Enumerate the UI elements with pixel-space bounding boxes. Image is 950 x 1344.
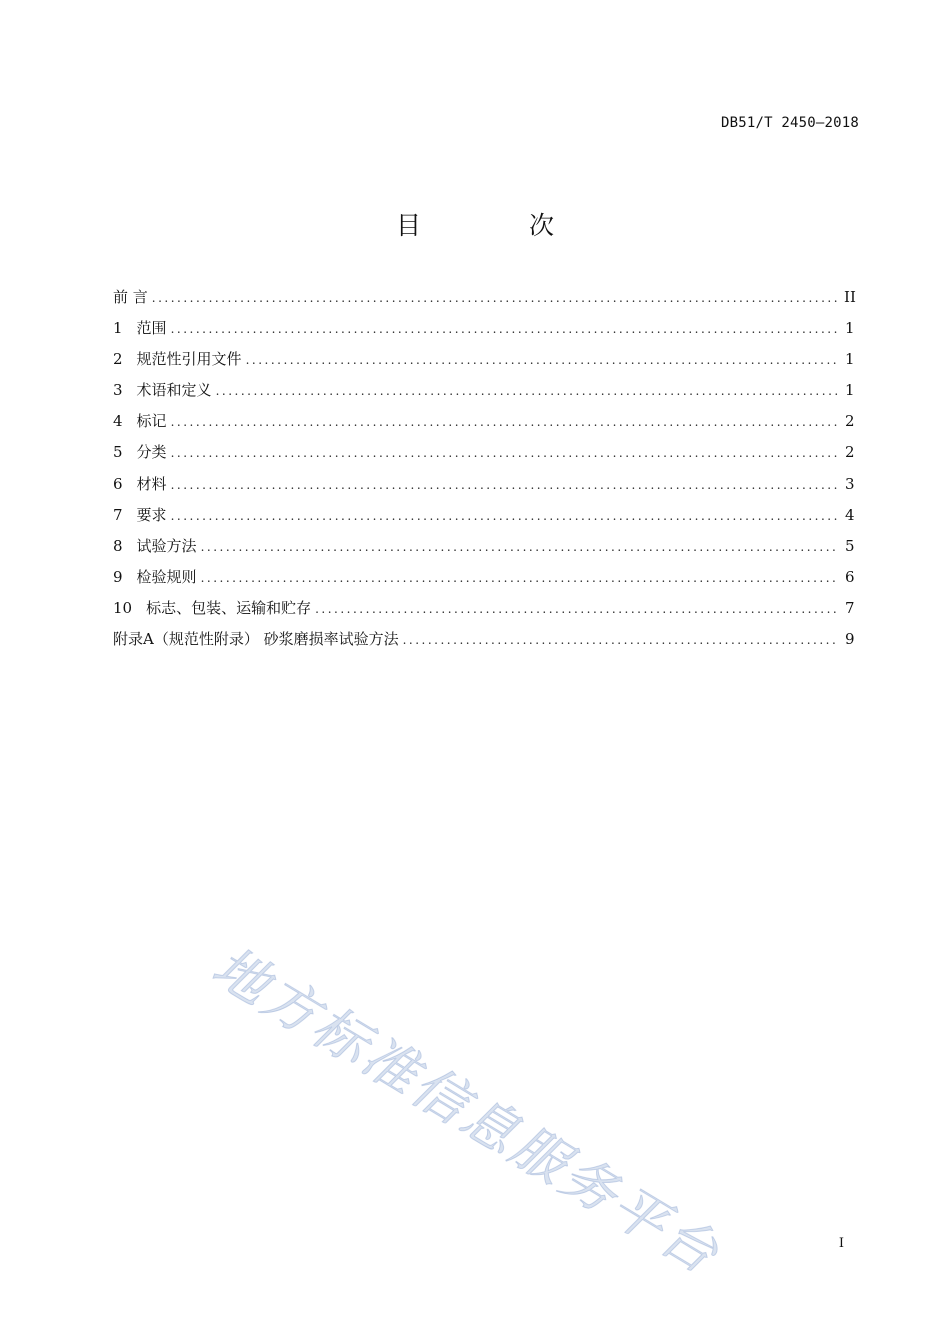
toc-entry[interactable] [113,375,853,406]
toc-entry-page: 9 [845,630,855,649]
toc-entry-number: 5 [113,443,123,462]
toc-entry-number: 2 [113,350,123,369]
toc-entry[interactable] [113,593,853,624]
toc-entry[interactable] [113,313,853,344]
toc-entry[interactable] [113,562,853,593]
toc-leader-dots [246,345,839,376]
toc-entry-page: 6 [845,567,855,586]
toc-entry[interactable] [113,531,853,562]
toc-leader-dots [201,532,839,563]
toc-entry-label: 附录A（规范性附录） 砂浆磨损率试验方法 [113,630,399,649]
toc-entry-page: 4 [845,505,855,524]
toc-entry-number: 7 [113,505,123,524]
toc-entry-number: 1 [113,319,123,338]
toc-entry[interactable] [113,282,856,313]
toc-entry-number: 9 [113,567,123,586]
toc-entry-number: 10 [113,598,133,617]
toc-entry-label: 标志、包装、运输和贮存 [146,598,312,617]
toc-leader-dots [171,407,839,438]
toc-leader-dots [403,625,839,656]
toc-entry-page: 1 [845,319,855,338]
toc-entry-label: 材料 [136,474,167,493]
page-number: I [838,1236,844,1251]
toc-entry[interactable] [113,624,853,655]
toc-leader-dots [171,470,839,501]
toc-leader-dots [201,563,839,594]
toc-entry-number: 4 [113,412,123,431]
toc-leader-dots [216,376,839,407]
toc-entry-page: II [844,288,856,306]
toc-entry-page: 1 [845,381,855,400]
toc-entry-page: 1 [845,350,855,369]
toc-entry-number: 3 [113,381,123,400]
table-of-contents [113,282,856,655]
toc-entry-label: 分类 [136,443,167,462]
toc-entry-label: 标记 [136,412,167,431]
toc-entry-page: 2 [845,443,855,462]
toc-entry-label: 术语和定义 [136,381,212,400]
toc-entry-number: 6 [113,474,123,493]
toc-leader-dots [171,438,839,469]
toc-entry-label: 要求 [136,505,167,524]
toc-entry-number: 8 [113,536,123,555]
toc-entry-page: 5 [845,536,855,555]
toc-entry[interactable] [113,344,853,375]
toc-entry-label: 试验方法 [136,536,197,555]
toc-entry[interactable] [113,500,853,531]
watermark: 地方标准信息服务平台 [201,934,732,1288]
toc-entry-label: 规范性引用文件 [136,350,242,369]
toc-entry-page: 7 [845,598,855,617]
toc-entry-page: 2 [845,412,855,431]
toc-entry-label: 前 言 [113,288,148,306]
toc-entry-label: 范围 [136,319,167,338]
toc-leader-dots [171,314,839,345]
toc-leader-dots [171,501,839,532]
toc-leader-dots [152,283,838,314]
toc-entry[interactable] [113,437,853,468]
page-title: 目 次 [396,211,604,240]
toc-leader-dots [315,594,839,625]
toc-entry-page: 3 [845,474,855,493]
document-code: DB51/T 2450—2018 [720,115,859,131]
toc-entry[interactable] [113,469,853,500]
toc-entry-label: 检验规则 [136,567,197,586]
toc-entry[interactable] [113,406,853,437]
